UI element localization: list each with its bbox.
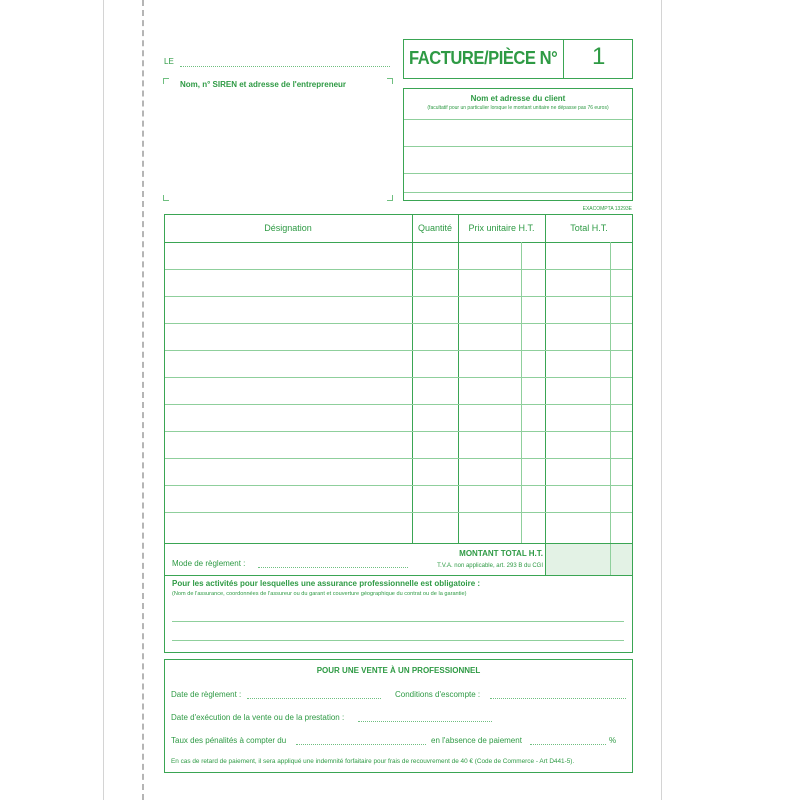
section-border: [164, 652, 633, 653]
insurance-title: Pour les activités pour lesquelles une assurance professionnelle est obligatoire :: [172, 579, 481, 588]
insurance-line[interactable]: [172, 621, 624, 622]
title-divider: [563, 39, 564, 79]
discount-label: Conditions d'escompte :: [395, 690, 481, 699]
late-payment-note: En cas de retard de paiement, il sera appliqué une indemnité forfaitaire pour frais de recouvrement de 40 € (Code de Commerce - Art D441-5).: [171, 758, 575, 765]
corner-mark: [387, 78, 393, 84]
corner-mark: [387, 195, 393, 201]
percent-sign: %: [609, 736, 617, 745]
total-label: MONTANT TOTAL H.T.: [459, 549, 543, 558]
absence-label: en l'absence de paiement: [431, 736, 522, 745]
table-row[interactable]: [165, 512, 632, 513]
client-line[interactable]: [404, 173, 632, 174]
client-line[interactable]: [404, 146, 632, 147]
corner-mark: [163, 195, 169, 201]
table-row[interactable]: [165, 404, 632, 405]
date-line[interactable]: [180, 66, 390, 67]
payment-date-label: Date de règlement :: [171, 690, 242, 699]
client-title: Nom et adresse du client: [470, 94, 566, 103]
insurance-note: (Nom de l'assurance, coordonnées de l'assureur ou du garant et couverture géographique du contrat ou de la garantie): [172, 591, 467, 597]
client-line[interactable]: [404, 119, 632, 120]
penalty-rate-line[interactable]: [530, 744, 606, 745]
table-row[interactable]: [165, 323, 632, 324]
execution-date-line[interactable]: [358, 721, 492, 722]
column-total: Total H.T.: [570, 223, 608, 233]
insurance-line[interactable]: [172, 640, 624, 641]
entrepreneur-label: Nom, n° SIREN et adresse de l'entrepreneur: [180, 80, 347, 89]
invoice-number: 1: [592, 43, 606, 70]
discount-line[interactable]: [490, 698, 626, 699]
payment-mode-label: Mode de règlement :: [172, 559, 246, 568]
date-label: LE: [164, 57, 174, 66]
tva-note: T.V.A. non applicable, art. 293 B du CGI: [437, 563, 543, 569]
table-row[interactable]: [165, 377, 632, 378]
column-designation: Désignation: [264, 223, 312, 233]
total-bottom-line: [412, 575, 633, 576]
table-row[interactable]: [165, 431, 632, 432]
penalty-label: Taux des pénalités à compter du: [171, 736, 287, 745]
payment-date-line[interactable]: [247, 698, 381, 699]
perforation-line: [142, 0, 144, 800]
cents-divider: [610, 242, 611, 576]
professional-title: POUR UNE VENTE À UN PROFESSIONNEL: [316, 666, 481, 675]
payment-mode-line[interactable]: [258, 567, 408, 568]
cents-divider: [610, 544, 611, 575]
table-row[interactable]: [165, 269, 632, 270]
client-note: (facultatif pour un particulier lorsque le montant unitaire ne dépasse pas 76 euros): [427, 105, 609, 111]
table-row[interactable]: [165, 296, 632, 297]
invoice-title: FACTURE/PIÈCE N°: [409, 48, 558, 68]
table-row[interactable]: [165, 458, 632, 459]
reference-code: EXACOMPTA 13293E: [582, 206, 632, 212]
column-unit-price: Prix unitaire H.T.: [468, 223, 535, 233]
total-value-cell[interactable]: [546, 544, 632, 575]
client-line[interactable]: [404, 192, 632, 193]
penalty-date-line[interactable]: [296, 744, 426, 745]
table-row[interactable]: [165, 485, 632, 486]
section-border: [632, 576, 633, 652]
column-quantity: Quantité: [417, 223, 453, 233]
table-header-line: [164, 242, 633, 243]
corner-mark: [163, 78, 169, 84]
execution-date-label: Date d'exécution de la vente ou de la prestation :: [171, 713, 345, 722]
section-border: [164, 576, 165, 652]
column-divider: [412, 214, 413, 543]
column-divider: [458, 214, 459, 543]
table-row[interactable]: [165, 350, 632, 351]
cents-divider: [521, 242, 522, 543]
